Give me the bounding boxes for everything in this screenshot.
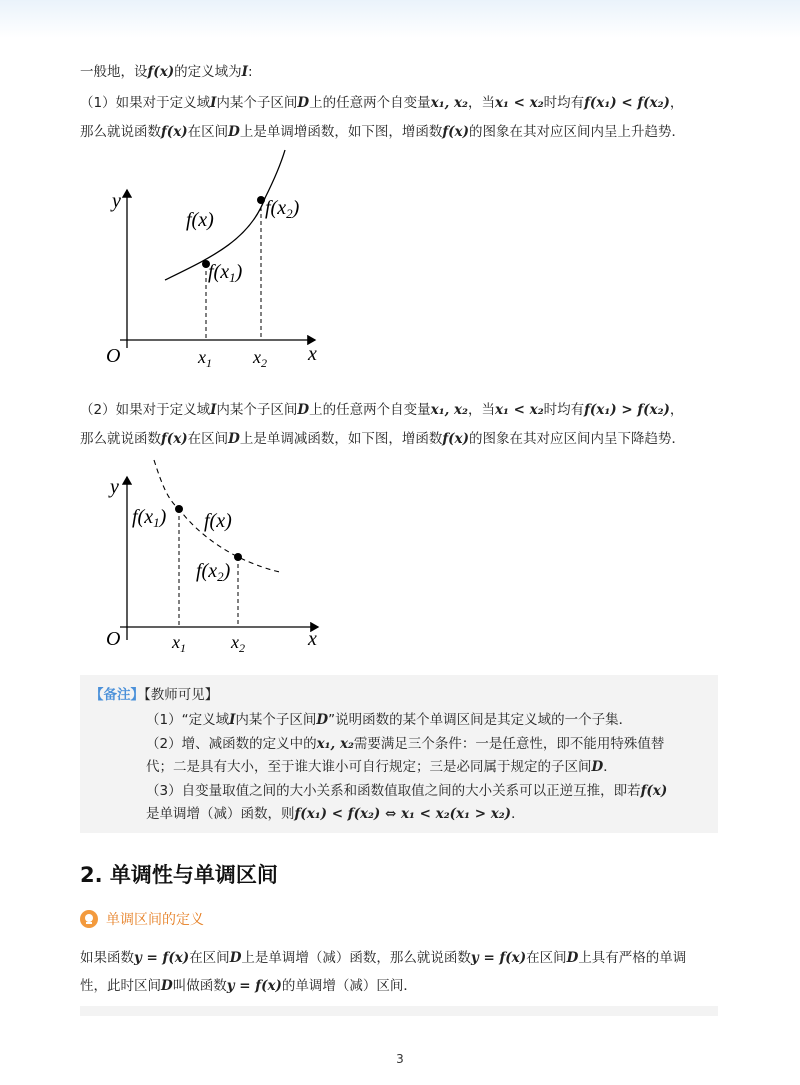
y-axis-label: y bbox=[110, 476, 119, 498]
tick-x1: $x_1$ bbox=[172, 632, 186, 655]
teacher-note-box bbox=[80, 675, 718, 833]
note-line-5: 是单调增（减）函数，则f(x₁) < f(x₂) ⇔ x₁ < x₂(x₁ > x₂)． bbox=[146, 806, 525, 822]
increasing-definition-line2: 那么就说函数f(x)在区间D上是单调增函数，如下图，增函数f(x)的图象在其对应区间内呈上升趋势． bbox=[80, 124, 685, 140]
decreasing-definition-line2: 那么就说函数f(x)在区间D上是单调减函数，如下图，增函数f(x)的图象在其对应区间内呈下降趋势． bbox=[80, 431, 685, 447]
point-2-label: $f(x_2)$ bbox=[265, 197, 300, 221]
header-band bbox=[0, 0, 800, 38]
page-number: 3 bbox=[396, 1052, 404, 1066]
y-axis-label: y bbox=[112, 190, 121, 212]
origin-label: O bbox=[106, 345, 121, 367]
note-line-1: （1）“定义域I内某个子区间D”说明函数的某个单调区间是其定义域的一个子集． bbox=[146, 712, 633, 728]
lightbulb-icon bbox=[80, 910, 98, 928]
decreasing-definition-line1: （2）如果对于定义域I内某个子区间D上的任意两个自变量x₁, x₂，当x₁ < x₂时均有f(x₁) > f(x₂)， bbox=[80, 402, 684, 418]
note-line-4: （3）自变量取值之间的大小关系和函数值取值之间的大小关系可以正逆互推，即若f(x) bbox=[146, 783, 668, 799]
curve-label: f(x) bbox=[186, 209, 214, 231]
section-paragraph-line1: 如果函数y = f(x)在区间D上是单调增（减）函数，那么就说函数y = f(x)在区间D上具有严格的单调 bbox=[80, 950, 687, 966]
note-line-3: 代；二是具有大小，至于谁大谁小可自行规定；三是必同属于规定的子区间D． bbox=[146, 759, 617, 775]
section-title: 2. 单调性与单调区间 bbox=[80, 863, 278, 887]
x-axis-label: x bbox=[308, 343, 317, 365]
point-2 bbox=[257, 196, 265, 204]
note-line-2: （2）增、减函数的定义中的x₁, x₂需要满足三个条件：一是任意性，即不能用特殊值替 bbox=[146, 736, 665, 752]
increasing-function-figure bbox=[90, 140, 350, 385]
tick-x2: $x_2$ bbox=[231, 632, 245, 655]
tick-x2: $x_2$ bbox=[253, 347, 267, 370]
tick-x1: $x_1$ bbox=[198, 347, 212, 370]
note-audience: 【教师可见】 bbox=[144, 687, 219, 703]
increasing-definition-line1: （1）如果对于定义域I内某个子区间D上的任意两个自变量x₁, x₂，当x₁ < x₂时均有f(x₁) < f(x₂)， bbox=[80, 95, 684, 111]
note-header bbox=[90, 685, 218, 705]
next-block-strip bbox=[80, 1006, 718, 1016]
curve-label: f(x) bbox=[204, 510, 232, 532]
point-1-label: $f(x_1)$ bbox=[132, 506, 167, 530]
subsection-heading bbox=[80, 909, 204, 929]
point-1-label: $f(x_1)$ bbox=[208, 261, 243, 285]
point-2 bbox=[234, 553, 242, 561]
point-2-label: $f(x_2)$ bbox=[196, 560, 231, 584]
origin-label: O bbox=[106, 628, 121, 650]
intro-line: 一般地，设f(x)的定义域为I: bbox=[80, 64, 253, 80]
decreasing-function-figure bbox=[90, 455, 350, 665]
x-axis-label: x bbox=[308, 628, 317, 650]
subsection-title: 单调区间的定义 bbox=[106, 912, 204, 928]
section-paragraph-line2: 性，此时区间D叫做函数y = f(x)的单调增（减）区间． bbox=[80, 978, 417, 994]
note-tag: 【备注】 bbox=[90, 687, 144, 703]
point-1 bbox=[175, 505, 183, 513]
